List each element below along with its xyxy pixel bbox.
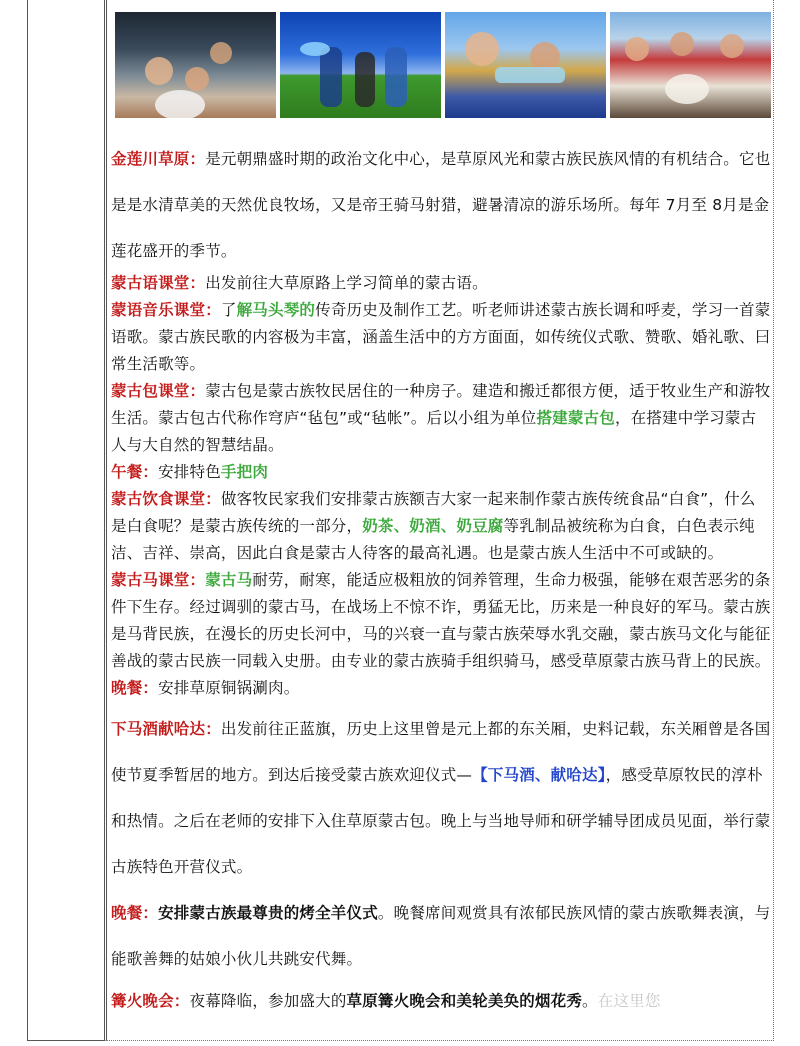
diet-text-2: 等乳制品被统称为白食，白色表示纯洁、吉祥、崇高，因此白食是蒙古人待客的最高礼遇。也是蒙古族人生活中不可或缺的。 [111,517,755,562]
section-jinlianchuan [111,136,771,274]
mongolian-language-paragraph [111,270,771,297]
jinlianchuan-heading: 金莲川草原： [111,150,206,168]
welcome-heading: 下马酒献哈达： [111,720,221,738]
music-pre: 了 [220,301,237,319]
welcome-paragraph [111,706,771,890]
yurt-heading: 蒙古包课堂： [111,382,206,400]
dinner2-paragraph [111,890,771,982]
middle-sections [111,270,771,702]
grassland-dancers-photo [280,12,441,118]
bonfire-paragraph [111,988,771,1015]
diet-text-1: 做客牧民家我们安排蒙古族额吉大家一起来制作蒙古族传统食品“白食”，什么是白食呢？是蒙古族传统的一部分， [111,490,756,535]
hada-greeting-photo [445,12,606,118]
left-column-border [27,0,107,1041]
dinner1-paragraph [111,675,771,702]
lunch-text: 安排特色 [158,463,221,481]
dinner2-bold: 安排蒙古族最尊贵的烤全羊仪式 [158,904,378,922]
jinlianchuan-paragraph [111,136,771,274]
music-text: 传奇历史及制作工艺。听老师讲述蒙古族长调和呼麦，学习一首蒙语歌。蒙古族民歌的内容极为丰富，涵盖生活中的方方面面，如传统仪式歌、赞歌、婚礼歌、曰常生活歌等。 [111,301,771,373]
mongolian-language-text: 出发前往大草原路上学习简单的蒙古语。 [205,274,488,292]
dinner2-heading: 晚餐： [111,904,159,922]
evening-sections [111,706,771,982]
bonfire-heading: 篝火晚会： [111,992,190,1010]
diet-paragraph [111,486,771,567]
music-paragraph [111,297,771,378]
bonfire-text: 夜幕降临，参加盛大的 [189,992,347,1010]
yurt-text-2: ，在搭建中学习蒙古人与大自然的智慧结晶。 [111,409,757,454]
lunch-heading: 午餐： [111,463,159,481]
bonfire-section [111,988,771,1015]
dinner1-text: 安排草原铜锅涮肉。 [158,679,300,697]
yurt-text-1: 蒙古包是蒙古族牧民居住的一种房子。建造和搬迁都很方便，适于牧业生产和游牧生活。蒙古包古代称作穹庐“毡包”或“毡帐”。后以小组为单位 [111,382,771,427]
itinerary-content [111,12,771,1015]
bonfire-end: 。 [582,992,598,1010]
lunch-paragraph [111,459,771,486]
lunch-highlight: 手把肉 [220,463,269,481]
horse-text: 耐劳，耐寒，能适应极粗放的饲养管理，生命力极强，能够在艰苦恶劣的条件下生存。经过调驯的蒙古马，在战场上不惊不诈，勇猛无比，历来是一种良好的军马。蒙古族是马背民族，在漫长的历史长河中，马的兴衰一直与蒙古族荣辱水乳交融，蒙古族马文化与能征善战的蒙古民族一同载入史册。由专业的蒙古族骑手组织骑马，感受草原蒙古族马背上的民族。 [111,571,771,670]
yurt-highlight: 搭建蒙古包 [536,409,615,427]
welcome-text-2: ，感受草原牧民的淳朴和热情。之后在老师的安排下入住草原蒙古包。晚上与当地导师和研学辅导团成员见面，举行蒙古族特色开营仪式。 [111,766,771,876]
welcome-highlight: 【下马酒、献哈达】 [472,766,606,784]
photo-strip [115,12,771,118]
watermark-text: 在这里您 [597,992,661,1010]
bonfire-bold: 草原篝火晚会和美轮美奂的烟花秀 [346,992,583,1010]
diet-heading: 蒙古饮食课堂： [111,490,221,508]
jinlianchuan-text: 是元朝鼎盛时期的政治文化中心，是草原风光和蒙古族民族风情的有机结合。它也是是水清草美的天然优良牧场，又是帝王骑马射猎，避暑清凉的游乐场所。每年 7月至 8月是金莲花盛开的季节。 [111,150,771,260]
welcome-text-1: 出发前往正蓝旗，历史上这里曾是元上都的东关厢，史料记载，东关厢曾是各国使节夏季暂居的地方。到达后接受蒙古族欢迎仪式— [111,720,771,784]
horse-heading: 蒙古马课堂： [111,571,206,589]
music-highlight: 解马头琴的 [236,301,316,319]
students-on-bus-photo [115,12,276,118]
music-heading: 蒙语音乐课堂： [111,301,221,319]
horse-paragraph [111,567,771,675]
diet-highlight: 奶茶、奶酒、奶豆腐 [362,517,504,535]
horse-highlight: 蒙古马 [205,571,253,589]
dinner2-text: 。晚餐席间观赏具有浓郁民族风情的蒙古族歌舞表演，与能歌善舞的姑娘小伙儿共跳安代舞。 [111,904,771,968]
yurt-paragraph [111,378,771,459]
children-with-goat-photo [610,12,771,118]
dinner1-heading: 晚餐： [111,679,159,697]
mongolian-language-heading: 蒙古语课堂： [111,274,206,292]
